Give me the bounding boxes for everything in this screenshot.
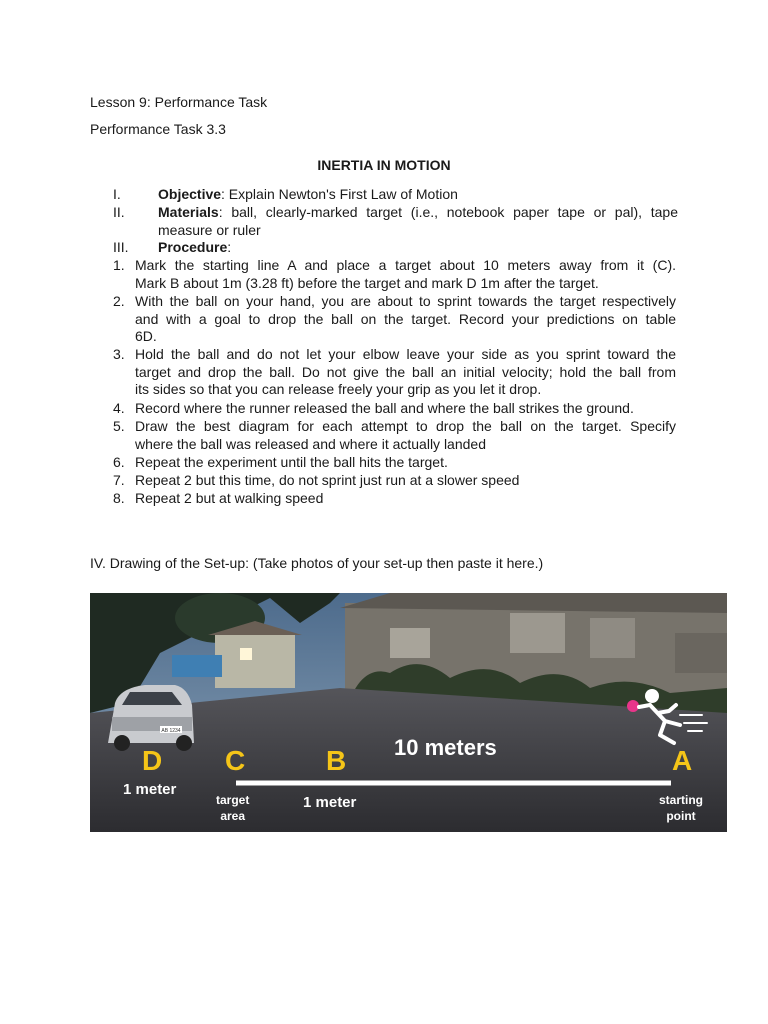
distance-main-label: 10 meters — [394, 735, 497, 760]
house-window-light — [240, 648, 252, 660]
section-text: : ball, clearly-marked target (i.e., notebook paper tape or pal), tape — [218, 204, 678, 220]
house-window — [675, 633, 727, 673]
step-text: Record where the runner released the ball and where the ball strikes the ground. — [135, 400, 634, 416]
house-left — [215, 633, 295, 688]
step-number: 2. — [113, 293, 125, 309]
section-numeral: III. — [113, 239, 129, 255]
car — [108, 685, 194, 751]
house-window — [590, 618, 635, 658]
step-number: 7. — [113, 472, 125, 488]
step-number: 5. — [113, 418, 125, 434]
d-caption: 1 meter — [123, 781, 177, 798]
c-caption: target area — [216, 793, 250, 823]
marker-a-letter: A — [672, 745, 693, 776]
step-number: 1. — [113, 257, 125, 273]
section-label: Objective — [158, 186, 222, 202]
section-label: Procedure — [158, 239, 228, 255]
step-text: With the ball on your hand, you are about to sprint towards the target respectively and with a goal to drop the ball on the target. Record your predictions on table 6D. — [135, 293, 676, 345]
section-body — [158, 239, 678, 257]
step-number: 3. — [113, 346, 125, 362]
section-body — [158, 186, 678, 204]
step-text: Repeat the experiment until the ball hits the target. — [135, 454, 448, 470]
section-numeral: II. — [113, 204, 125, 220]
section-label: Materials — [158, 204, 219, 220]
section-body — [158, 204, 678, 239]
step-text: Repeat 2 but at walking speed — [135, 490, 324, 506]
marker-c-letter: C — [225, 745, 246, 776]
setup-photo-scene — [90, 593, 727, 832]
document-title: INERTIA IN MOTION — [317, 157, 451, 173]
b-caption: 1 meter — [303, 794, 357, 811]
step-number: 4. — [113, 400, 125, 416]
marker-d-letter: D — [142, 745, 163, 776]
marker-b-letter: B — [326, 745, 347, 776]
step-text: Draw the best diagram for each attempt to drop the ball on the target. Specify where the ball was released and where it actually landed — [135, 418, 676, 452]
step-text: Mark the starting line A and place a target about 10 meters away from it (C). Mark B about 1m (3.28 ft) before the target and mark D 1m after the target. — [135, 257, 676, 291]
house-window — [510, 613, 565, 653]
house-window — [390, 628, 430, 658]
step-text: Repeat 2 but this time, do not sprint just run at a slower speed — [135, 472, 520, 488]
ball — [627, 700, 639, 712]
license-plate: AB 1234 — [161, 728, 181, 734]
section-text: : Explain Newton's First Law of Motion — [221, 186, 458, 202]
task-heading: Performance Task 3.3 — [90, 121, 226, 137]
lesson-heading: Lesson 9: Performance Task — [90, 94, 268, 110]
a-caption: starting point — [659, 793, 704, 823]
step-number: 8. — [113, 490, 125, 506]
section-text: : — [227, 239, 232, 255]
step-number: 6. — [113, 454, 125, 470]
blue-tent — [172, 655, 222, 677]
section-numeral: I. — [113, 186, 121, 202]
section-text: measure or ruler — [158, 221, 261, 238]
setup-photo — [90, 593, 727, 832]
step-text: Hold the ball and do not let your elbow leave your side as you sprint toward the target and drop the ball. Do not give the ball an initial velocity; hold the ball from its sides so that you can release freely your grip as you let it drop. — [135, 346, 676, 398]
drawing-heading: IV. Drawing of the Set-up: (Take photos of your set-up then paste it here.) — [90, 555, 544, 571]
